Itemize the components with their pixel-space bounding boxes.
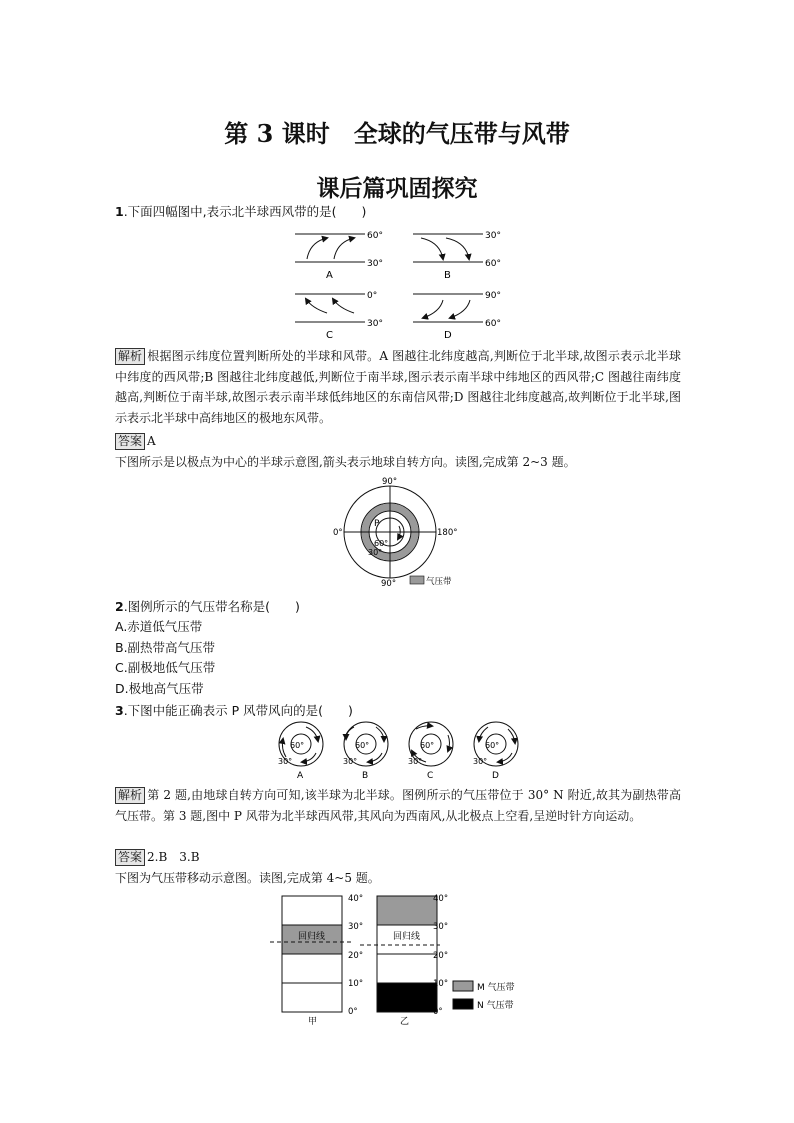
- polar-bottom-label: 90°: [381, 579, 397, 588]
- q1-c-top-lat: 0°: [367, 291, 378, 301]
- q3-d-60: 60°: [485, 741, 500, 750]
- q3-d-30: 30°: [473, 757, 488, 766]
- polar-p-label: P: [374, 519, 380, 529]
- q3-answer: [115, 847, 681, 868]
- yi-caption: 乙: [400, 1017, 410, 1026]
- q1-panel-d: [413, 291, 501, 341]
- q3-c-60: 60°: [420, 741, 435, 750]
- q1-panel-c: [295, 291, 383, 341]
- legend-swatch: [410, 576, 424, 584]
- jia-lat-10: 10°: [348, 979, 364, 989]
- legend-m-label: M 气压带: [477, 983, 515, 993]
- column-yi: [377, 894, 448, 1026]
- q1-b-top-lat: 30°: [485, 231, 501, 241]
- q1-answer: [115, 431, 681, 452]
- q3-panel-b: [343, 722, 388, 781]
- q1-d-top-lat: 90°: [485, 291, 501, 301]
- jia-caption: 甲: [308, 1017, 318, 1026]
- yi-lat-0: 0°: [433, 1007, 443, 1017]
- q1-c-bottom-lat: 30°: [367, 319, 383, 329]
- legend-n-swatch: [453, 999, 473, 1009]
- q3-d-label: D: [492, 771, 499, 781]
- q3-a-60: 60°: [290, 741, 305, 750]
- yi-m-band: [377, 896, 437, 925]
- column-jia: [282, 894, 363, 1026]
- q2-option-b: B.副热带高气压带: [115, 640, 216, 655]
- yi-lat-40: 40°: [433, 894, 449, 904]
- yi-lat-30: 30°: [433, 922, 449, 932]
- question-2: [115, 598, 300, 616]
- legend-m-swatch: [453, 981, 473, 991]
- q3-b-label: B: [362, 771, 369, 781]
- q3-analysis-text: 第 2 题,由地球自转方向可知,该半球为北半球。图例所示的气压带位于 30° N 附近,故其为副热带高气压带。第 3 题,图中 P 风带为北半球西风带,其风向为西南风,从北极点上空看,呈逆时针方向运动。: [115, 788, 681, 823]
- analysis-tag: 解析: [115, 787, 145, 804]
- question-1: [115, 203, 366, 221]
- q2-option-a: A.赤道低气压带: [115, 619, 203, 634]
- answer-tag: 答案: [115, 433, 145, 450]
- q1-wind-diagrams: [280, 222, 520, 344]
- q3-a-30: 30°: [278, 757, 293, 766]
- q2-option-c: C.副极地低气压带: [115, 660, 216, 675]
- polar-diagram: [330, 476, 490, 588]
- page-title: 第 3 课时 全球的气压带与风带: [224, 119, 570, 148]
- question-text: .下面四幅图中,表示北半球西风带的是( ): [123, 204, 367, 219]
- q3-panel-a: [278, 722, 323, 781]
- question-text: .图例所示的气压带名称是( ): [123, 599, 300, 614]
- jia-tropic-label: 回归线: [298, 932, 326, 942]
- analysis-tag: 解析: [115, 348, 145, 365]
- page-subtitle: 课后篇巩固探究: [316, 175, 478, 202]
- q3-analysis: [115, 785, 681, 826]
- intro-4-5: 下图为气压带移动示意图。读图,完成第 4~5 题。: [115, 871, 380, 885]
- yi-tropic-label: 回归线: [393, 932, 421, 942]
- q1-panel-b: [413, 231, 501, 281]
- intro-2-3: 下图所示是以极点为中心的半球示意图,箭头表示地球自转方向。读图,完成第 2~3 题。: [115, 455, 576, 469]
- question-number: 3: [115, 703, 124, 718]
- q1-panel-a: [295, 231, 383, 281]
- q1-c-label: C: [326, 330, 333, 341]
- band-diagram: [262, 890, 542, 1026]
- q3-b-30: 30°: [343, 757, 358, 766]
- q3-c-label: C: [427, 771, 434, 781]
- q1-a-top-lat: 60°: [367, 231, 383, 241]
- question-number: 1: [115, 204, 124, 219]
- q3-b-60: 60°: [355, 741, 370, 750]
- jia-lat-40: 40°: [348, 894, 364, 904]
- question-3: [115, 702, 353, 720]
- jia-lat-0: 0°: [348, 1007, 358, 1017]
- q3-answer-text: 2.B 3.B: [147, 850, 200, 864]
- q1-answer-text: A: [147, 434, 156, 448]
- polar-left-label: 0°: [333, 528, 343, 538]
- answer-tag: 答案: [115, 849, 145, 866]
- polar-60-label: 60°: [374, 539, 389, 548]
- polar-right-label: 180°: [437, 528, 458, 538]
- q2-option-d: D.极地高气压带: [115, 681, 204, 696]
- yi-lat-20: 20°: [433, 951, 449, 961]
- yi-lat-10: 10°: [433, 979, 449, 989]
- polar-30-label: 30°: [368, 548, 383, 557]
- q3-a-label: A: [297, 771, 304, 781]
- q3-panel-c: [408, 722, 453, 781]
- q3-panel-d: [473, 722, 518, 781]
- polar-legend-label: 气压带: [426, 577, 452, 587]
- q1-b-label: B: [444, 270, 451, 281]
- q3-circle-diagrams: [276, 719, 536, 781]
- q1-a-bottom-lat: 30°: [367, 259, 383, 269]
- polar-top-label: 90°: [382, 477, 398, 487]
- q1-b-bottom-lat: 60°: [485, 259, 501, 269]
- q1-d-label: D: [444, 330, 452, 341]
- yi-n-band: [377, 983, 437, 1012]
- jia-lat-20: 20°: [348, 951, 364, 961]
- q1-analysis: [115, 346, 681, 428]
- q1-d-bottom-lat: 60°: [485, 319, 501, 329]
- question-number: 2: [115, 599, 124, 614]
- q1-analysis-text: 根据图示纬度位置判断所处的半球和风带。A 图越往北纬度越高,判断位于北半球,故图示表示北半球中纬度的西风带;B 图越往北纬度越低,判断位于南半球,图示表示南半球中纬地区的西风带;C 图越往南纬度越高,判断位于南半球,故图示表示南半球低纬地区的东南信风带;D 图越往北纬度越高,故判断位于北半球,图示表示北半球中高纬地区的极地东风带。: [115, 349, 681, 425]
- legend-n-label: N 气压带: [477, 1001, 514, 1011]
- q3-c-30: 30°: [408, 757, 423, 766]
- q1-a-label: A: [326, 270, 333, 281]
- question-text: .下图中能正确表示 P 风带风向的是( ): [123, 703, 353, 718]
- jia-lat-30: 30°: [348, 922, 364, 932]
